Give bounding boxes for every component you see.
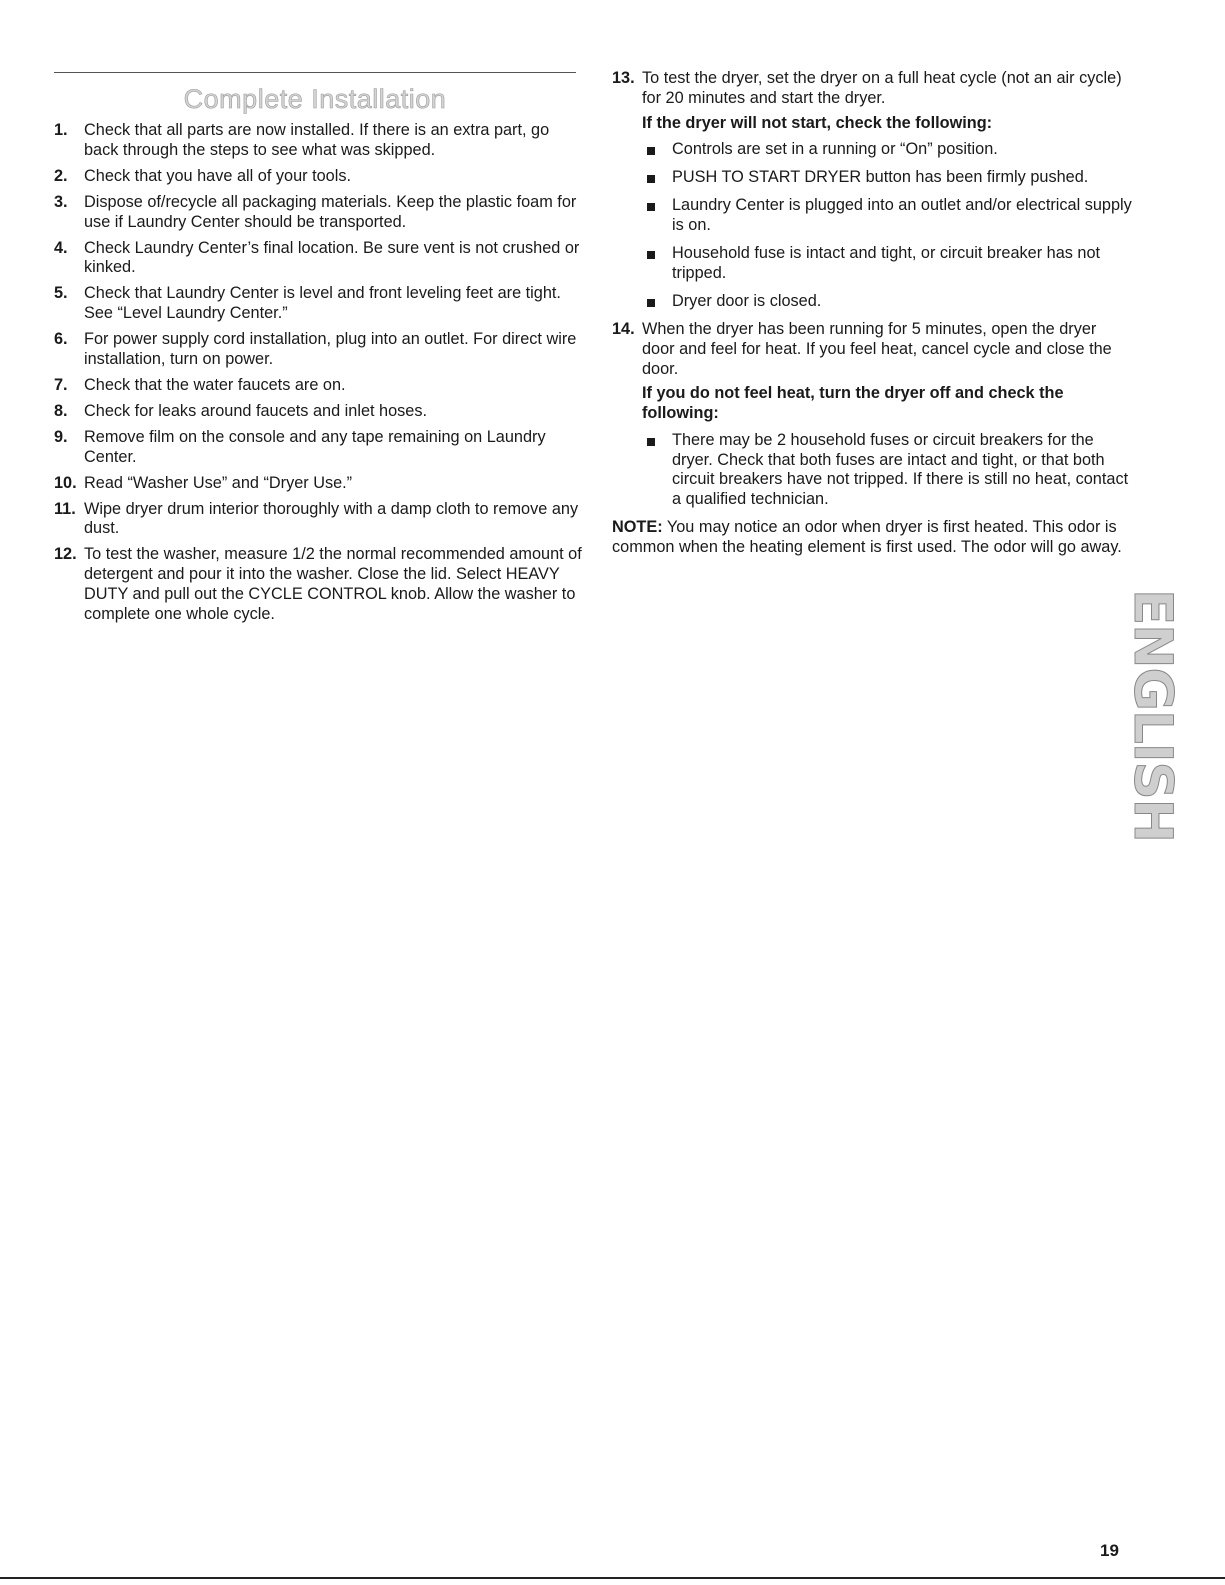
bullet-square-icon bbox=[647, 203, 655, 211]
step-item bbox=[54, 402, 582, 422]
step-item bbox=[54, 474, 582, 494]
check-item-text: There may be 2 household fuses or circuit breakers for the dryer. Check that both fuses are intact and tight, or that both circuit breakers have not tripped. If there is still no heat, contact a qualified technician. bbox=[672, 430, 1129, 509]
step-item bbox=[54, 500, 582, 540]
step-text: Check that Laundry Center is level and front leveling feet are tight. See “Level Laundry Center.” bbox=[84, 284, 561, 323]
installation-steps-list bbox=[54, 121, 582, 625]
language-side-tab bbox=[1123, 573, 1183, 858]
step-number: 9. bbox=[54, 427, 68, 446]
step-text: Dispose of/recycle all packaging materials. Keep the plastic foam for use if Laundry Center should be transported. bbox=[84, 192, 577, 231]
step-number: 7. bbox=[54, 375, 68, 394]
section-title: Complete Installation bbox=[183, 84, 447, 114]
header-rule bbox=[54, 72, 576, 73]
check-heading: If the dryer will not start, check the following: bbox=[642, 113, 993, 132]
step-number: 6. bbox=[54, 330, 68, 349]
step-number: 1. bbox=[54, 121, 68, 139]
step-item bbox=[54, 193, 582, 233]
page-number: 19 bbox=[1100, 1541, 1119, 1560]
step-text: Check Laundry Center’s final location. Be sure vent is not crushed or kinked. bbox=[84, 238, 580, 277]
step-text: Check that you have all of your tools. bbox=[84, 166, 351, 185]
right-column bbox=[612, 69, 1132, 558]
step-text: When the dryer has been running for 5 minutes, open the dryer door and feel for heat. If you feel heat, cancel cycle and close the door. bbox=[642, 319, 1112, 378]
check-item bbox=[642, 196, 1132, 236]
step-item bbox=[54, 428, 582, 468]
step-14 bbox=[612, 320, 1132, 510]
bullet-square-icon bbox=[647, 299, 655, 307]
check-item bbox=[642, 168, 1132, 188]
step-item bbox=[54, 330, 582, 370]
left-column bbox=[54, 121, 582, 631]
step-text: Check that all parts are now installed. If there is an extra part, go back through the steps to see what was skipped. bbox=[84, 121, 550, 159]
check-item bbox=[642, 431, 1132, 510]
step-item bbox=[54, 376, 582, 396]
note-label: NOTE: bbox=[612, 518, 663, 537]
step-text: Check that the water faucets are on. bbox=[84, 375, 346, 394]
check-item bbox=[642, 292, 1132, 312]
step-item bbox=[54, 545, 582, 624]
note-text: You may notice an odor when dryer is first heated. This odor is common when the heating element is first used. The odor will go away. bbox=[612, 518, 1122, 557]
step-text: For power supply cord installation, plug into an outlet. For direct wire installation, turn on power. bbox=[84, 330, 577, 368]
step-number: 13. bbox=[612, 69, 635, 87]
step-number: 3. bbox=[54, 192, 68, 211]
step-13 bbox=[612, 69, 1132, 312]
check-item-text: Household fuse is intact and tight, or circuit breaker has not tripped. bbox=[672, 244, 1101, 282]
step-number: 8. bbox=[54, 401, 68, 420]
step-number: 11. bbox=[54, 499, 76, 518]
check-heading: If you do not feel heat, turn the dryer off and check the following: bbox=[642, 384, 1064, 423]
step-text: Wipe dryer drum interior thoroughly with a damp cloth to remove any dust. bbox=[84, 499, 579, 538]
step-number: 14. bbox=[612, 319, 635, 338]
step-item bbox=[54, 167, 582, 187]
bullet-square-icon bbox=[647, 175, 655, 183]
language-tab-label: ENGLISH bbox=[1122, 588, 1184, 843]
bullet-square-icon bbox=[647, 147, 655, 155]
step-number: 10. bbox=[54, 473, 77, 492]
step-text: Remove film on the console and any tape remaining on Laundry Center. bbox=[84, 427, 546, 466]
step-number: 2. bbox=[54, 166, 68, 185]
bullet-square-icon bbox=[647, 438, 655, 446]
check-item-text: Controls are set in a running or “On” position. bbox=[672, 140, 998, 159]
step-item bbox=[54, 284, 582, 324]
step-item bbox=[54, 121, 582, 161]
step-text: To test the dryer, set the dryer on a full heat cycle (not an air cycle) for 20 minutes and start the dryer. bbox=[642, 69, 1122, 107]
check-item-text: Dryer door is closed. bbox=[672, 291, 822, 310]
note-paragraph bbox=[612, 518, 1132, 558]
check-list bbox=[642, 140, 1132, 311]
check-item bbox=[642, 140, 1132, 160]
step-item bbox=[54, 239, 582, 279]
check-item bbox=[642, 244, 1132, 284]
step-number: 4. bbox=[54, 238, 68, 257]
bullet-square-icon bbox=[647, 251, 655, 259]
check-list bbox=[642, 431, 1132, 510]
check-item-text: PUSH TO START DRYER button has been firmly pushed. bbox=[672, 168, 1089, 187]
step-number: 5. bbox=[54, 284, 68, 303]
step-text: Read “Washer Use” and “Dryer Use.” bbox=[84, 473, 353, 492]
check-item-text: Laundry Center is plugged into an outlet and/or electrical supply is on. bbox=[672, 196, 1132, 235]
step-text: Check for leaks around faucets and inlet hoses. bbox=[84, 401, 428, 420]
step-text: To test the washer, measure 1/2 the normal recommended amount of detergent and pour it into the washer. Close the lid. Select HEAVY DUTY and pull out the CYCLE CONTROL knob. Allow the washer to complete one whole cycle. bbox=[84, 545, 582, 623]
step-number: 12. bbox=[54, 545, 77, 564]
page-bottom-edge bbox=[0, 1577, 1225, 1579]
